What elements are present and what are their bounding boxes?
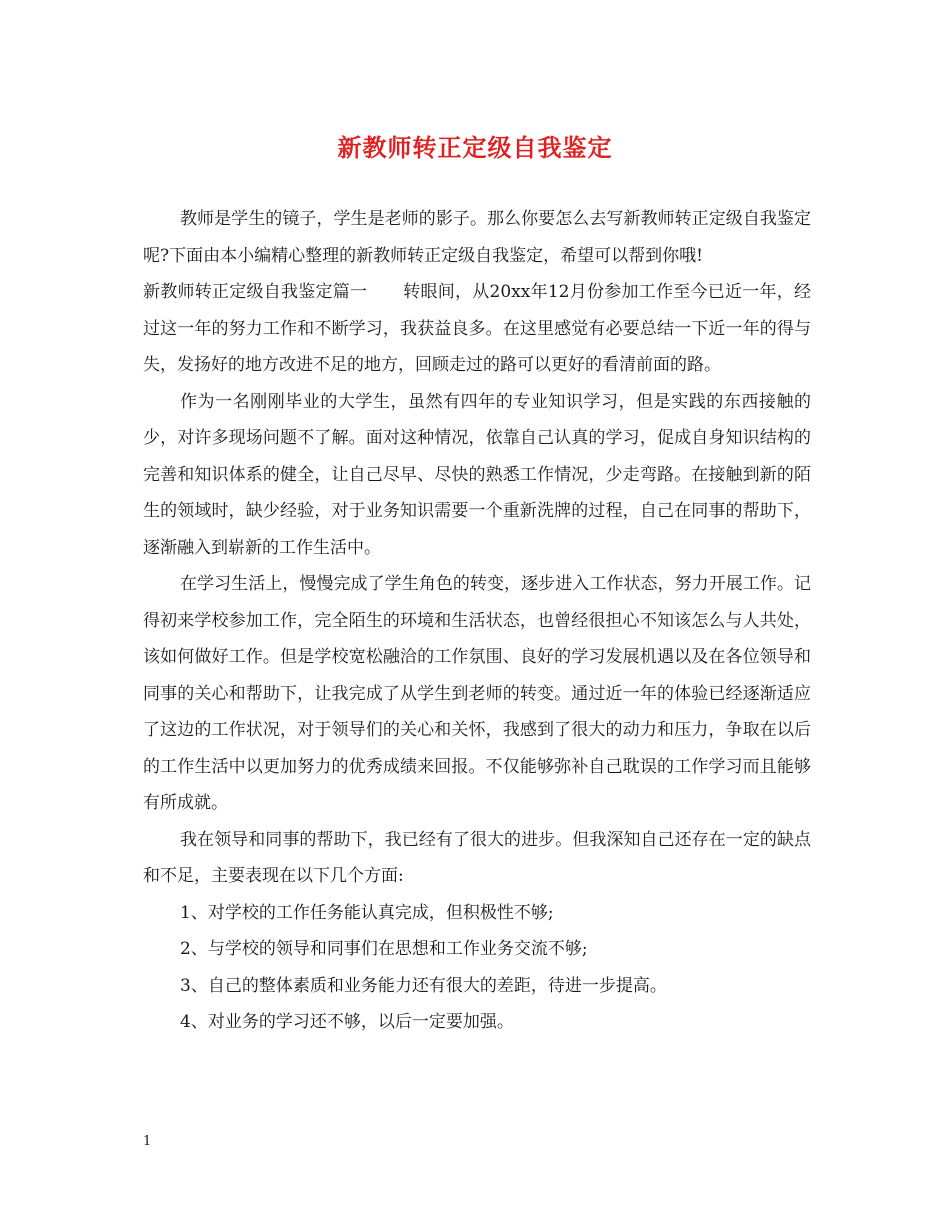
list-item-1: 1、对学校的工作任务能认真完成，但积极性不够; bbox=[180, 902, 554, 923]
list-item-3: 3、自己的整体素质和业务能力还有很大的差距，待进一步提高。 bbox=[180, 975, 667, 996]
list-item-4: 4、对业务的学习还不够，以后一定要加强。 bbox=[180, 1012, 514, 1032]
list-item-2: 2、与学校的领导和同事们在思想和工作业务交流不够; bbox=[180, 939, 588, 959]
paragraph-1: 转眼间，从20xx年12月份参加工作至今已近一年，经过这一年的努力工作和不断学习，我获益良多。在这里感觉有必要总结一下近一年的得与失，发扬好的地方改进不足的地方，回顾走过的路可以更好的看清前面的路。 bbox=[143, 282, 811, 375]
intro-paragraph: 教师是学生的镜子，学生是老师的影子。那么你要怎么去写新教师转正定级自我鉴定呢?下面由本小编精心整理的新教师转正定级自我鉴定，希望可以帮到你哦! bbox=[143, 209, 811, 266]
section-heading: 新教师转正定级自我鉴定篇一 bbox=[143, 282, 368, 302]
section-paragraph bbox=[143, 274, 811, 384]
paragraph-4: 我在领导和同事的帮助下，我已经有了很大的进步。但我深知自己还存在一定的缺点和不足，主要表现在以下几个方面: bbox=[143, 829, 811, 886]
document-title: 新教师转正定级自我鉴定 bbox=[337, 133, 613, 162]
paragraph-3: 在学习生活上，慢慢完成了学生角色的转变，逐步进入工作状态，努力开展工作。记得初来学校参加工作，完全陌生的环境和生活状态，也曾经很担心不知该怎么与人共处，该如何做好工作。但是学校宽松融洽的工作氛围、良好的学习发展机遇以及在各位领导和同事的关心和帮助下，让我完成了从学生到老师的转变。通过近一年的体验已经逐渐适应了这边的工作状况，对于领导们的关心和关怀，我感到了很大的动力和压力，争取在以后的工作生活中以更加努力的优秀成绩来回报。不仅能够弥补自己耽误的工作学习而且能够有所成就。 bbox=[143, 574, 811, 813]
paragraph-2: 作为一名刚刚毕业的大学生，虽然有四年的专业知识学习，但是实践的东西接触的少，对许多现场问题不了解。面对这种情况，依靠自己认真的学习，促成自身知识结构的完善和知识体系的健全，让自己尽早、尽快的熟悉工作情况，少走弯路。在接触到新的陌生的领域时，缺少经验，对于业务知识需要一个重新洗牌的过程，自己在同事的帮助下，逐渐融入到崭新的工作生活中。 bbox=[143, 391, 811, 558]
document-body bbox=[143, 201, 811, 1041]
page-number: 1 bbox=[143, 1134, 152, 1149]
